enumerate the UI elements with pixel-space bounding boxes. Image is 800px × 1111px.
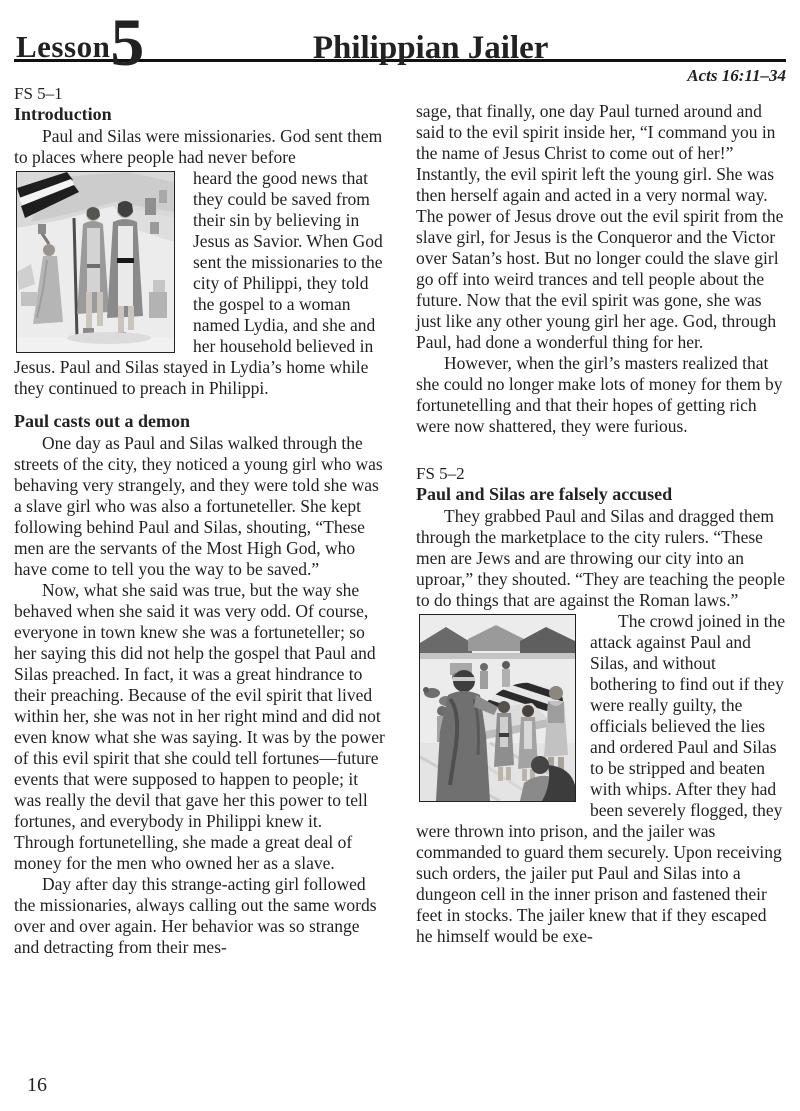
- demon-paragraph-1: One day as Paul and Silas walked through the streets of the city, they noticed a young girl who was behaving very strangely, and they were told she was a slave girl who was also a fortuneteller. She kept following behind Paul and Silas, shouting, “These men are the servants of the Most High God, who have come to tell you the way to be saved.”: [14, 433, 383, 579]
- intro-heading: Introduction: [14, 104, 112, 124]
- lesson-label-group: Lesson5: [16, 4, 145, 80]
- lesson-word: Lesson: [16, 29, 111, 64]
- fs-label-1: FS 5–1: [14, 84, 63, 103]
- illustration-crowd-accusation: [419, 614, 576, 802]
- crowd-marketplace-illustration: [420, 615, 575, 801]
- intro-paragraph-wrap: heard the good news that they could be saved from their sin by believing in Jesus as Savior. When God sent the missionaries to the city of Philippi, they told the gospel to a woman named Lydia, and she and her household believed in Jesus. Paul and Silas stayed in Lydia’s home while they continued to preach in Philippi.: [14, 168, 383, 398]
- accused-figure-block: [416, 611, 786, 947]
- right-column: [416, 101, 786, 947]
- left-column: [14, 84, 386, 958]
- continuation-paragraph: sage, that finally, one day Paul turned around and said to the evil spirit inside her, “I command you in the name of Jesus Christ to come out of her!” Instantly, the evil spirit left the young girl. She was then herself again and acted in a very normal way. The power of Jesus drove out the evil spirit from the slave girl, for Jesus is the Conqueror and the Victor over Satan’s host. But no longer could the slave girl go off into weird trances and tell people about the future. Now that the evil spirit was gone, she was just like any other young girl her age. God, through Paul, had done a wonderful thing for her.: [416, 101, 784, 352]
- fs-label-2: FS 5–2: [416, 464, 465, 483]
- page-title: Philippian Jailer: [312, 30, 549, 66]
- masters-paragraph: However, when the girl’s masters realized that she could no longer make lots of money for them by fortunetelling and that their hopes of getting rich were now shattered, they were furious.: [416, 353, 783, 436]
- accused-heading: Paul and Silas are falsely accused: [416, 484, 673, 504]
- scripture-reference: Acts 16:11–34: [687, 66, 786, 85]
- accused-paragraph-2: The crowd joined in the attack against Paul and Silas, and without bothering to find out if they were really guilty, the officials believed the lies and ordered Paul and Silas to be stripped and beaten with whips. After they had been severely flogged, they were thrown into prison, and the jailer was commanded to guard them securely. Upon receiving such orders, the jailer put Paul and Silas into a dungeon cell in the inner prison and fastened their feet in stocks. The jailer knew that if they escaped he himself would be exe-: [416, 611, 786, 946]
- illustration-paul-silas-marketplace: [16, 171, 175, 353]
- demon-paragraph-2: Now, what she said was true, but the way she behaved when she said it was very odd. Of course, everyone in town knew she was a fortuneteller; so her saying this did not help the gospel that Paul and Silas preached. In fact, it was a great hindrance to their preaching. Because of the evil spirit that lived within her, she was not in her right mind and did not even know what she was saying. It was by the power of this evil spirit that she could tell fortunes—future events that were supposed to happen to people; it was really the devil that gave her this power to tell fortunes, and everybody in Philippi knew it. Through fortunetelling, she made a great deal of money for the men who owned her as a slave.: [14, 580, 385, 873]
- page-number: 16: [27, 1074, 47, 1096]
- accused-paragraph-1: They grabbed Paul and Silas and dragged them through the marketplace to the city rulers. “These men are Jews and are throwing our city into an uproar,” they shouted. “They are teaching the people to do things that are against the Roman laws.”: [416, 506, 786, 610]
- demon-paragraph-3: Day after day this strange-acting girl followed the missionaries, always calling out the same words over and over again. Her behavior was so strange and detracting from their mes-: [14, 874, 377, 957]
- paul-silas-walking-illustration: [17, 172, 174, 352]
- demon-heading: Paul casts out a demon: [14, 411, 191, 431]
- intro-figure-block: [14, 168, 386, 399]
- intro-paragraph-lead: Paul and Silas were missionaries. God sent them to places where people had never before: [14, 126, 383, 167]
